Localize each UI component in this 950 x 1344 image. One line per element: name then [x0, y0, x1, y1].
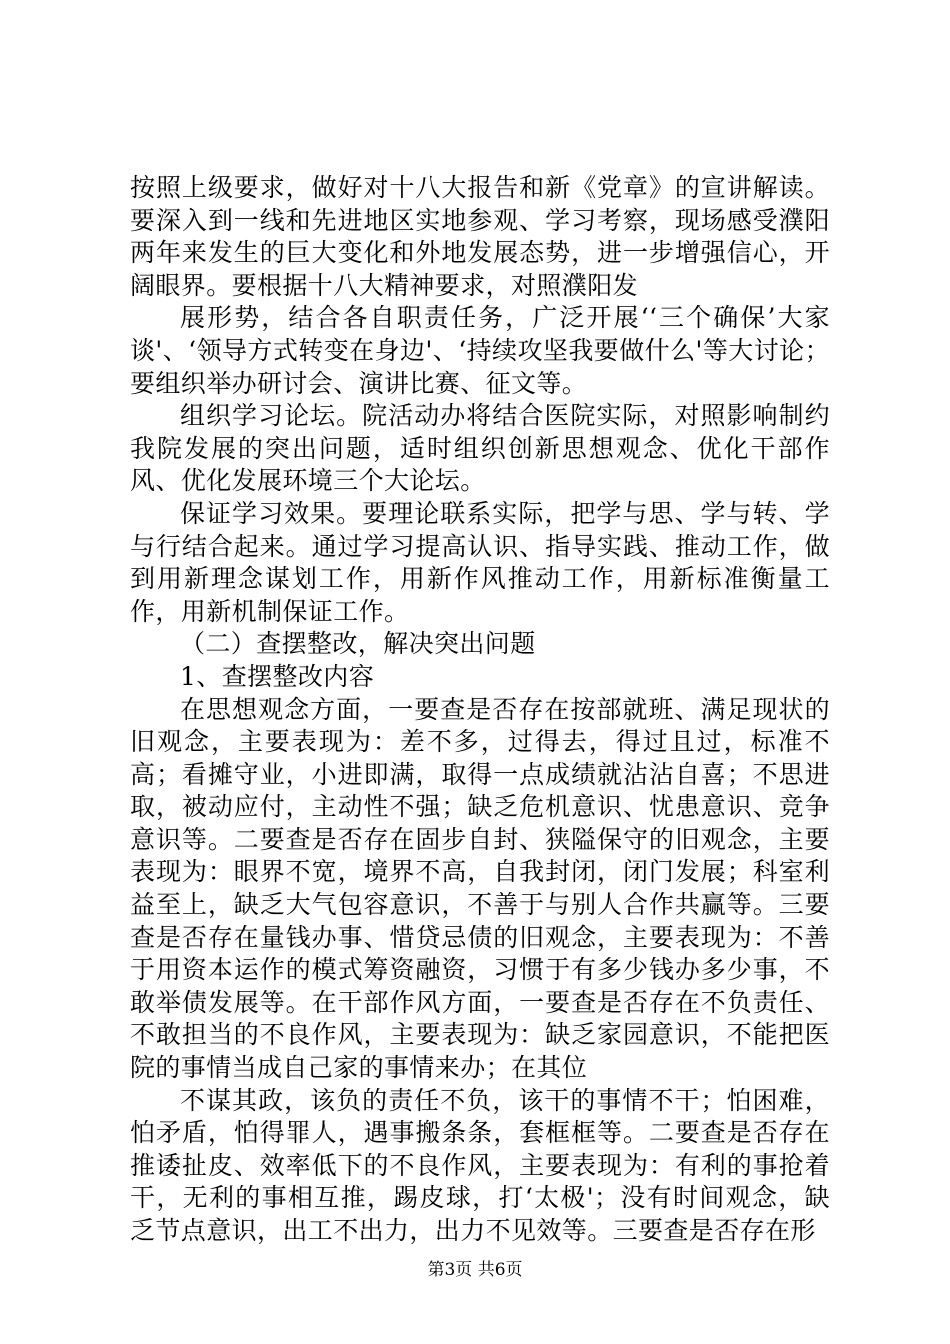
body-paragraph: 保证学习效果。要理论联系实际，把学与思、学与转、学与行结合起来。通过学习提高认识、指导实践、推动工作，做到用新理念谋划工作，用新作风推动工作，用新标准衡量工作，用新机制保证工作。 [130, 498, 830, 626]
body-paragraph: 展形势，结合各自职责任务，广泛开展‘‘三个确保’大家谈'、‘领导方式转变在身边'、‘持续攻坚我要做什么'等大讨论；要组织举办研讨会、演讲比赛、征文等。 [130, 303, 830, 398]
section-heading: （二）查摆整改，解决突出问题 [180, 629, 536, 659]
body-paragraph: 不谋其政，该负的责任不负，该干的事情不干；怕困难，怕矛盾，怕得罪人，遇事搬条条，套框框等。二要查是否存在推诿扯皮、效率低下的不良作风，主要表现为：有利的事抢着干，无利的事相互推，踢皮球，打‘太极'；没有时间观念，缺乏节点意识，出工不出力，出力不见效等。三要查是否存在形 [130, 1085, 830, 1245]
body-paragraph: 组织学习论坛。院活动办将结合医院实际，对照影响制约我院发展的突出问题，适时组织创新思想观念、优化干部作风、优化发展环境三个大论坛。 [130, 401, 830, 496]
document-body [130, 172, 830, 1248]
body-paragraph: 在思想观念方面，一要查是否存在按部就班、满足现状的旧观念，主要表现为：差不多，过得去，得过且过，标准不高；看摊守业，小进即满，取得一点成绩就沾沾自喜；不思进取，被动应付，主动性不强；缺乏危机意识、忧患意识、竞争意识等。二要查是否存在固步自封、狭隘保守的旧观念，主要表现为：眼界不宽，境界不高，自我封闭，闭门发展；科室利益至上，缺乏大气包容意识，不善于与别人合作共赢等。三要查是否存在量钱办事、惜贷忌债的旧观念，主要表现为：不善于用资本运作的模式筹资融资，习惯于有多少钱办多少事，不敢举债发展等。在干部作风方面，一要查是否存在不负责任、不敢担当的不良作风，主要表现为：缺乏家园意识，不能把医院的事情当成自己家的事情来办；在其位 [130, 694, 830, 1083]
subsection-heading: 1、查摆整改内容 [180, 661, 375, 691]
page-footer: 第3页 共6页 [427, 1260, 523, 1280]
body-paragraph: 按照上级要求，做好对十八大报告和新《党章》的宣讲解读。要深入到一线和先进地区实地参观、学习考察，现场感受濮阳两年来发生的巨大变化和外地发展态势，进一步增强信心，开阔眼界。要根据十八大精神要求，对照濮阳发 [130, 173, 830, 300]
